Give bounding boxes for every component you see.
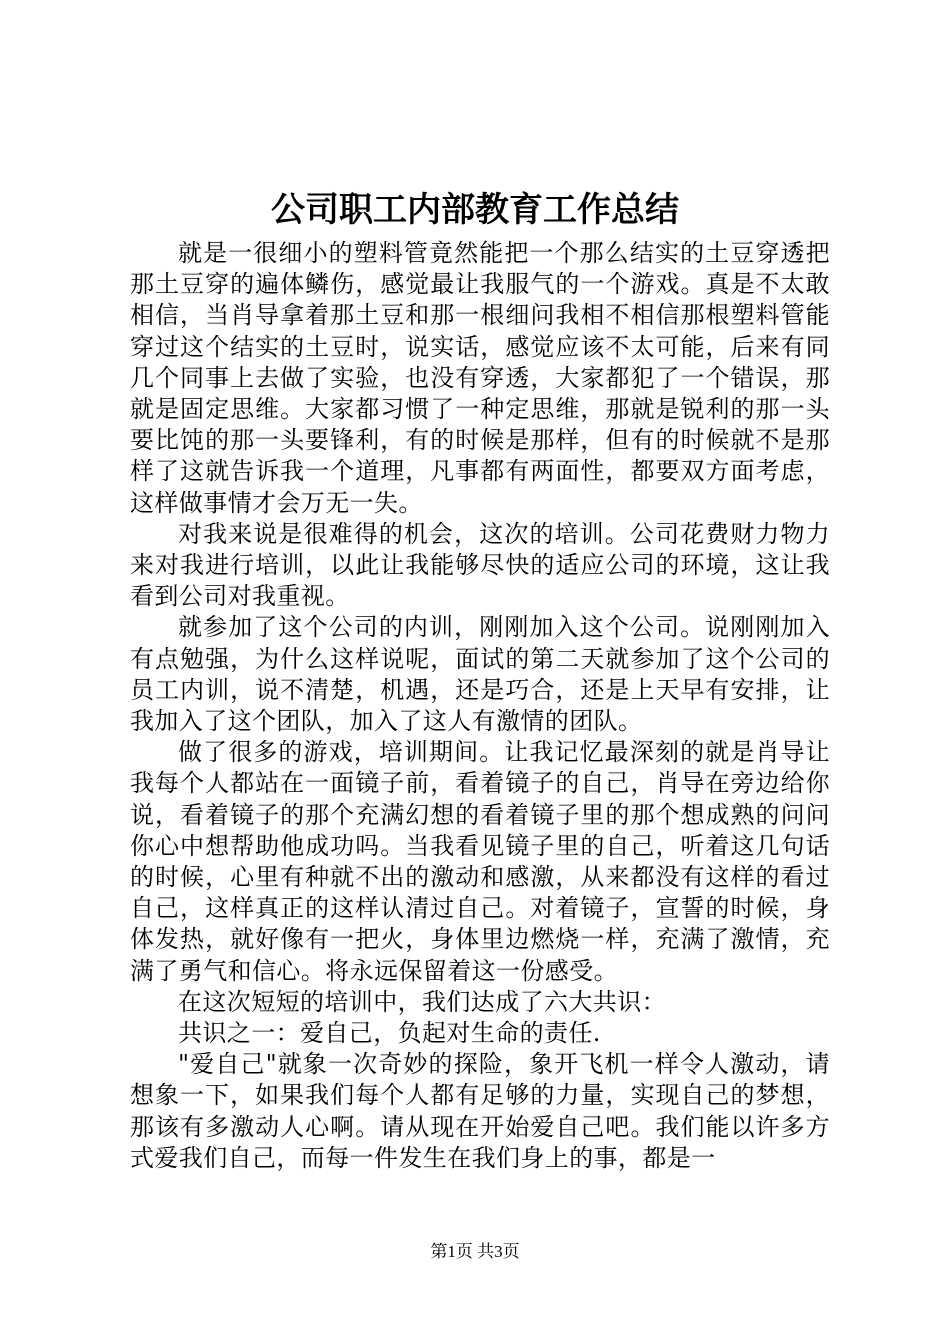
- paragraph-4: 做了很多的游戏，培训期间。让我记忆最深刻的就是肖导让我每个人都站在一面镜子前，看着镜子的自己，肖导在旁边给你说，看着镜子的那个充满幻想的看着镜子里的那个想成熟的问问你心中想帮助他成功吗。当我看见镜子里的自己，听着这几句话的时候，心里有种就不出的激动和感激，从来都没有这样的看过自己，这样真正的这样认清过自己。对着镜子，宣誓的时候，身体发热，就好像有一把火，身体里边燃烧一样，充满了激情，充满了勇气和信心。将永远保留着这一份感受。: [130, 738, 830, 985]
- paragraph-7: "爱自己"就象一次奇妙的探险，象开飞机一样令人激动，请想象一下，如果我们每个人都有足够的力量，实现自己的梦想，那该有多激动人心啊。请从现在开始爱自己吧。我们能以许多方式爱我们自己，而每一件发生在我们身上的事，都是一: [130, 1050, 830, 1172]
- paragraph-3: 就参加了这个公司的内训，刚刚加入这个公司。说刚刚加入有点勉强，为什么这样说呢，面试的第二天就参加了这个公司的员工内训，说不清楚，机遇，还是巧合，还是上天早有安排，让我加入了这个团队，加入了这人有激情的团队。: [130, 613, 830, 736]
- document-title: 公司职工内部教育工作总结: [271, 190, 679, 230]
- page-footer: 第1页 共3页: [430, 1242, 520, 1261]
- paragraph-1: 就是一很细小的塑料管竟然能把一个那么结实的土豆穿透把那土豆穿的遍体鳞伤，感觉最让我服气的一个游戏。真是不太敢相信，当肖导拿着那土豆和那一根细问我相不相信那根塑料管能穿过这个结实的土豆时，说实话，感觉应该不太可能，后来有同几个同事上去做了实验，也没有穿透，大家都犯了一个错误，那就是固定思维。大家都习惯了一种定思维，那就是锐利的那一头要比饨的那一头要锋利，有的时候是那样，但有的时候就不是那样了这就告诉我一个道理，凡事都有两面性，都要双方面考虑，这样做事情才会万无一失。: [130, 239, 830, 517]
- document-body: [130, 238, 830, 1174]
- paragraph-6: 共识之一：爱自己，负起对生命的责任.: [178, 1019, 601, 1048]
- paragraph-5: 在这次短短的培训中，我们达成了六大共识：: [178, 987, 666, 1016]
- paragraph-2: 对我来说是很难得的机会，这次的培训。公司花费财力物力来对我进行培训，以此让我能够尽快的适应公司的环境，这让我看到公司对我重视。: [130, 519, 830, 611]
